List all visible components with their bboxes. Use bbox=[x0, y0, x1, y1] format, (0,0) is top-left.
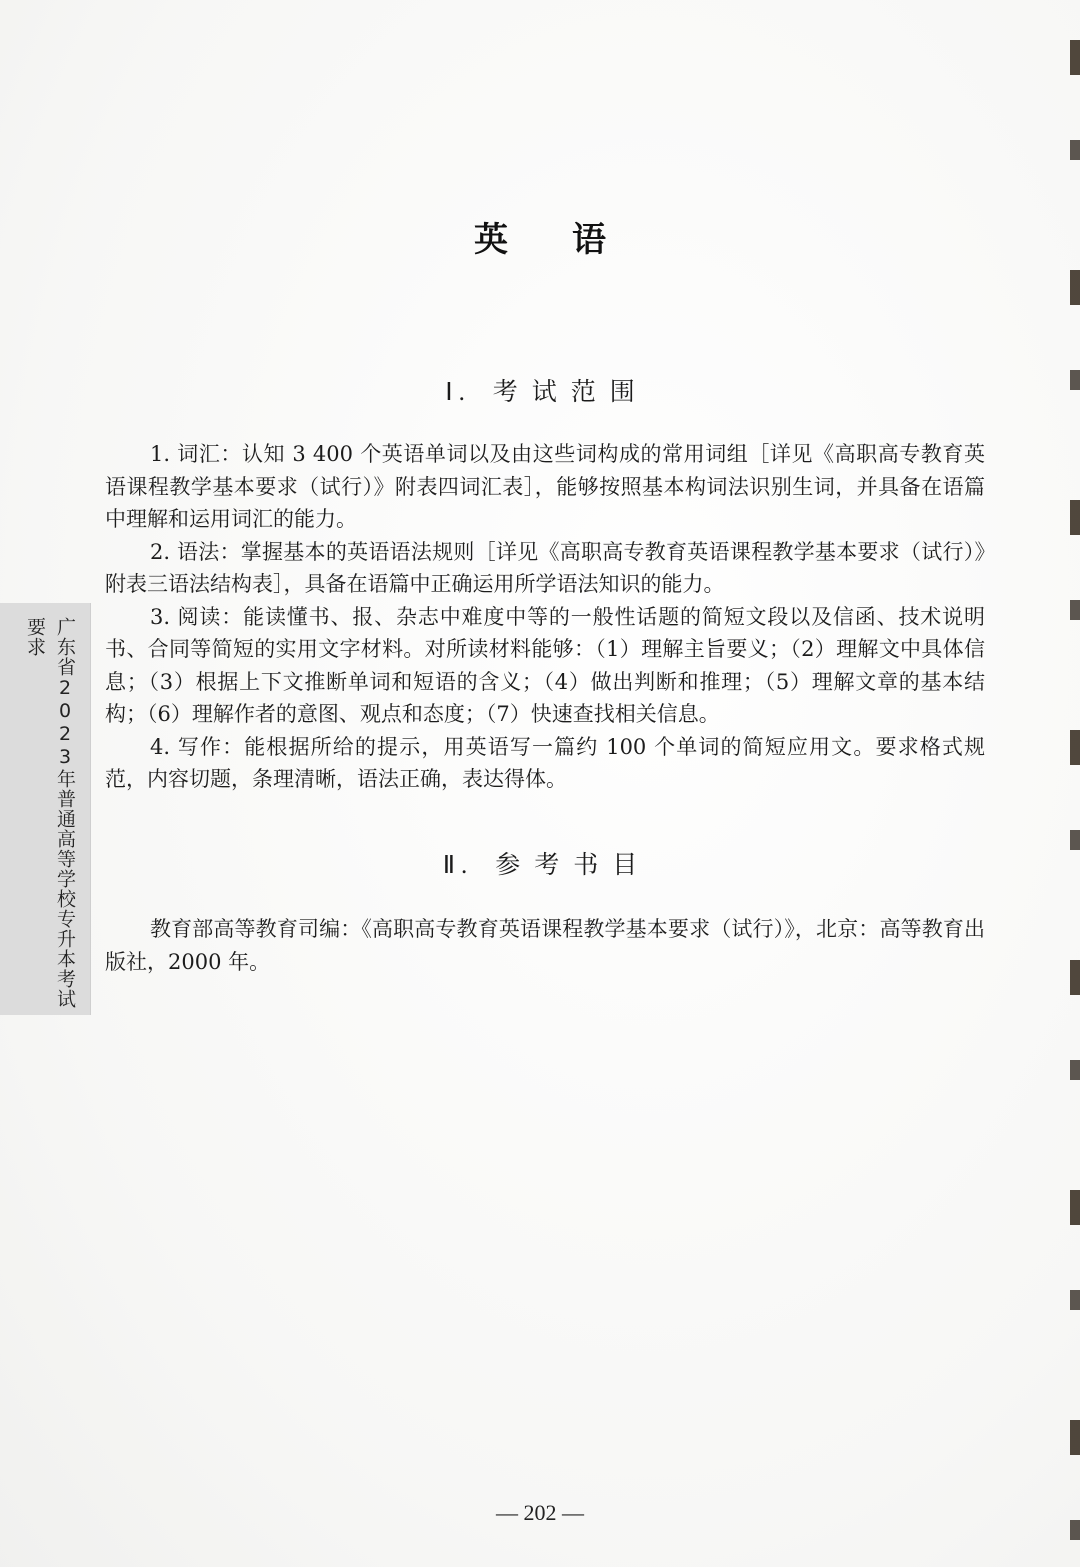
section-title: 参考书目 bbox=[495, 850, 652, 879]
section-heading-scope bbox=[0, 372, 1080, 408]
paragraph-grammar: 2. 语法：掌握基本的英语语法规则［详见《高职高专教育英语课程教学基本要求（试行）》附表三语法结构表］，具备在语篇中正确运用所学语法知识的能力。 bbox=[105, 539, 985, 596]
section-body-scope bbox=[105, 438, 985, 796]
paragraph-reading: 3. 阅读：能读懂书、报、杂志中难度中等的一般性话题的简短文段以及信函、技术说明书、合同等简短的实用文字材料。对所读材料能够：（1）理解主旨要义；（2）理解文中具体信息；（3）根据上下文推断单词和短语的含义；（4）做出判断和推理；（5）理解文章的基本结构；（6）理解作者的意图、观点和态度；（7）快速查找相关信息。 bbox=[105, 604, 985, 726]
page-title: 英语 bbox=[474, 220, 670, 260]
paragraph-vocabulary: 1. 词汇：认知 3 400 个英语单词以及由这些词构成的常用词组［详见《高职高专教育英语课程教学基本要求（试行）》附表四词汇表］，能够按照基本构词法识别生词，并具备在语篇中理解和运用词汇的能力。 bbox=[105, 442, 985, 531]
section-numeral: Ⅰ. bbox=[445, 379, 471, 406]
section-title: 考试范围 bbox=[492, 377, 649, 406]
paragraph-reference-book: 教育部高等教育司编：《高职高专教育英语课程教学基本要求（试行）》，北京：高等教育出版社，2000 年。 bbox=[105, 917, 985, 974]
section-heading-references bbox=[0, 845, 1080, 881]
section-numeral: Ⅱ. bbox=[442, 852, 474, 879]
paragraph-writing: 4. 写作：能根据所给的提示，用英语写一篇约 100 个单词的简短应用文。要求格式规范，内容切题，条理清晰，语法正确，表达得体。 bbox=[105, 734, 985, 791]
page-number: — 202 — bbox=[496, 1500, 584, 1525]
side-tab-label: 广东省2023年普通高等学校专升本考试要求 bbox=[24, 617, 76, 1009]
side-tab bbox=[0, 603, 91, 1015]
section-body-references bbox=[105, 913, 985, 978]
